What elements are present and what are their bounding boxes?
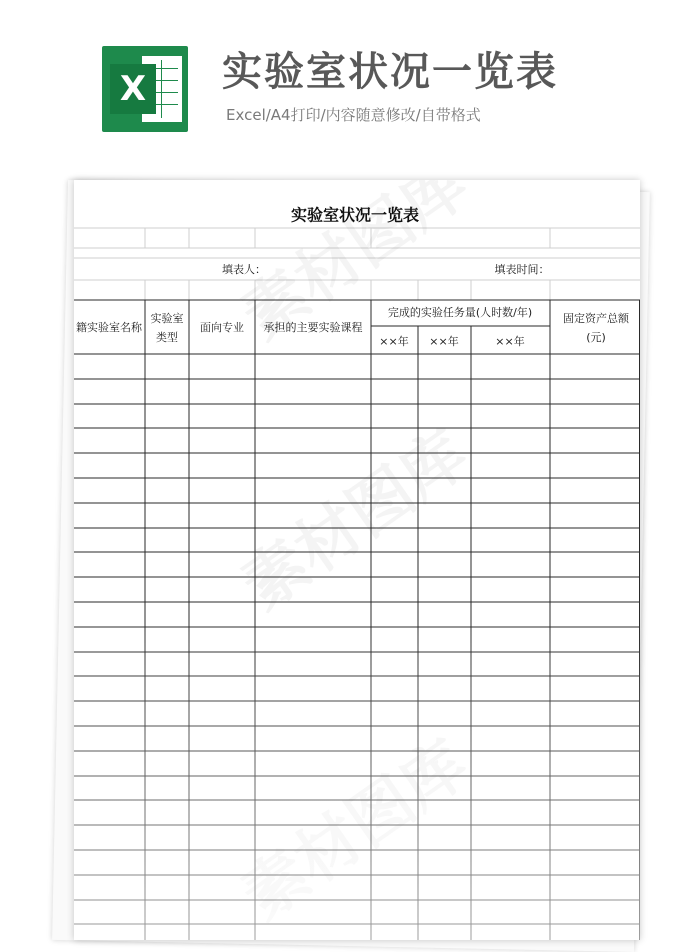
excel-icon (102, 46, 188, 132)
col-header-year-2: ××年 (429, 335, 459, 348)
document-title: 实验室状况一览表 (287, 203, 423, 226)
col-header-major: 面向专业 (200, 321, 244, 334)
col-header-lab-type-line1: 实验室 (150, 312, 184, 325)
spreadsheet-page (74, 180, 640, 940)
col-header-assets-line2: (元) (586, 331, 606, 344)
col-header-year-3: ××年 (495, 335, 525, 348)
col-header-assets-line1: 固定资产总额 (563, 312, 629, 325)
col-header-courses: 承担的主要实验课程 (263, 321, 363, 334)
page-title: 实验室状况一览表 (222, 49, 558, 95)
header (0, 0, 700, 170)
time-label: 填表时间： (494, 263, 550, 276)
table-grid (74, 180, 640, 940)
excel-x-letter: X (110, 64, 156, 114)
page-subtitle: Excel/A4打印/内容随意修改/自带格式 (226, 106, 481, 124)
col-header-year-1: ××年 (379, 335, 409, 348)
col-header-tasks: 完成的实验任务量(人时数/年) (387, 306, 533, 319)
col-header-lab-name: 籍实验室名称 (76, 321, 142, 334)
filler-label: 填表人： (222, 263, 266, 276)
col-header-lab-type-line2: 类型 (156, 331, 178, 344)
